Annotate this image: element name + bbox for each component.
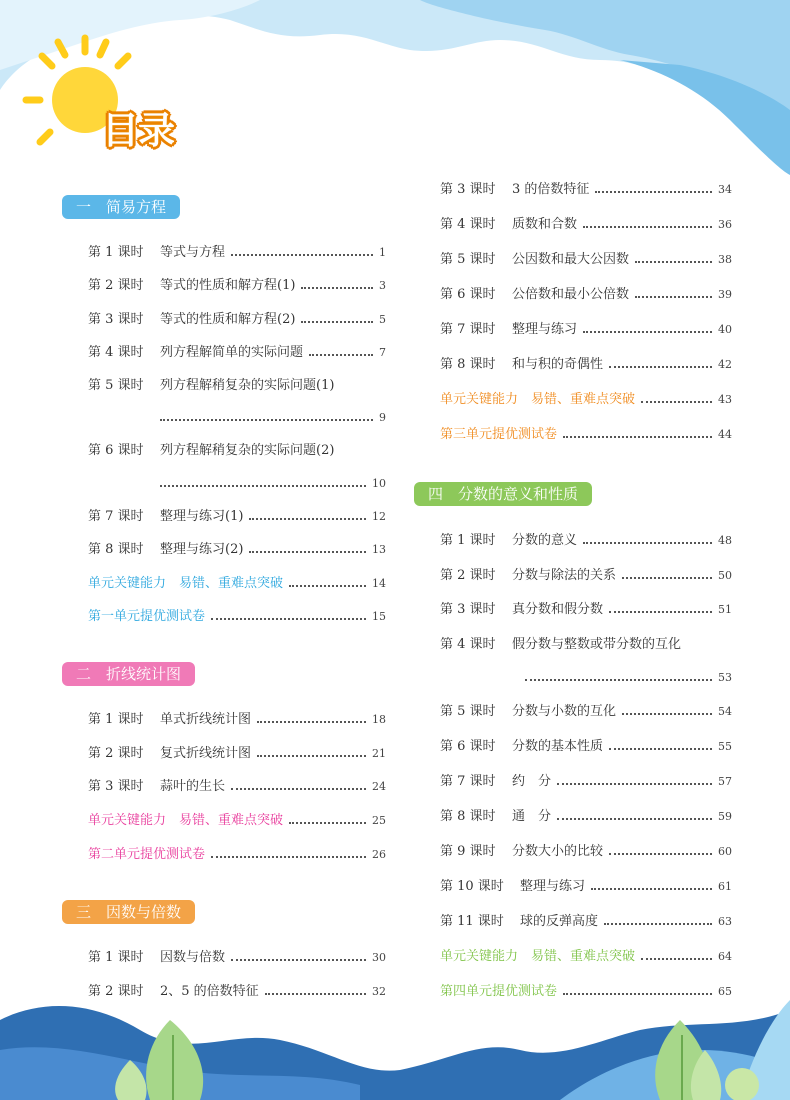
- lesson-title: 2、5 的倍数特征: [160, 984, 259, 999]
- lesson-label: 第 3 课时: [88, 312, 144, 327]
- lesson-title: 质数和合数: [512, 217, 578, 232]
- page-number: 59: [718, 810, 732, 823]
- leader-dots: [265, 993, 366, 995]
- toc-entry[interactable]: [440, 250, 732, 270]
- lesson-label: 第 1 课时: [88, 245, 144, 260]
- lesson-title: 约 分: [512, 774, 552, 789]
- leader-dots: [249, 518, 366, 520]
- toc-entry-review[interactable]: [440, 947, 732, 967]
- lesson-label: 第 7 课时: [440, 774, 496, 789]
- page-number: 10: [372, 477, 386, 490]
- lesson-label: 第 1 课时: [440, 533, 496, 548]
- lesson-label: 第 8 课时: [440, 357, 496, 372]
- toc-entry[interactable]: [88, 310, 386, 330]
- toc-entry-review[interactable]: [88, 811, 386, 831]
- leader-dots: [583, 542, 712, 544]
- lesson-title: 通 分: [512, 809, 552, 824]
- lesson-title: 分数的意义: [512, 533, 578, 548]
- leader-dots: [635, 296, 712, 298]
- leader-dots: [591, 888, 712, 890]
- page-title: 目录: [102, 109, 174, 152]
- toc-entry[interactable]: [88, 243, 386, 263]
- leader-dots: [301, 321, 373, 323]
- toc-entry[interactable]: [88, 276, 386, 296]
- leader-dots: [557, 818, 712, 820]
- lesson-label: 第 8 课时: [440, 809, 496, 824]
- leader-dots: [609, 853, 712, 855]
- lesson-title: 3 的倍数特征: [512, 182, 590, 197]
- leader-dots: [641, 401, 712, 403]
- lesson-title: 整理与练习: [512, 322, 578, 337]
- toc-entry[interactable]: [440, 772, 732, 792]
- lesson-title: 整理与练习: [520, 879, 586, 894]
- lesson-label: 第 2 课时: [88, 278, 144, 293]
- leader-dots: [231, 788, 366, 790]
- page-number: 26: [372, 848, 386, 861]
- leader-dots: [289, 585, 366, 587]
- leader-dots: [635, 261, 712, 263]
- lesson-label: 第 3 课时: [440, 602, 496, 617]
- leader-dots: [563, 436, 712, 438]
- toc-entry[interactable]: [88, 744, 386, 764]
- toc-entry-test[interactable]: [440, 425, 732, 445]
- unit-2-header[interactable]: [62, 662, 195, 686]
- lesson-label: 第 5 课时: [440, 252, 496, 267]
- lesson-label: 第 11 课时: [440, 914, 504, 929]
- page-number: 9: [379, 411, 386, 424]
- page-number: 50: [718, 569, 732, 582]
- review-title: 单元关键能力 易错、重难点突破: [440, 949, 636, 964]
- unit-number: 四: [428, 485, 444, 503]
- page-number: 25: [372, 814, 386, 827]
- page-number: 38: [718, 253, 732, 266]
- unit-4-header[interactable]: [414, 482, 592, 506]
- page-number: 40: [718, 323, 732, 336]
- page-number: 13: [372, 543, 386, 556]
- toc-entry-test[interactable]: [440, 982, 732, 1002]
- page-number: 55: [718, 740, 732, 753]
- page-number: 43: [718, 393, 732, 406]
- lesson-title: 等式与方程: [160, 245, 226, 260]
- lesson-label: 第 7 课时: [88, 509, 144, 524]
- page-number: 60: [718, 845, 732, 858]
- lesson-title: 公因数和最大公因数: [512, 252, 630, 267]
- toc-entry-continuation[interactable]: [160, 474, 386, 494]
- lesson-label: 第 6 课时: [440, 287, 496, 302]
- unit-name: 折线统计图: [106, 665, 182, 683]
- page-number: 64: [718, 950, 732, 963]
- lesson-label: 第 7 课时: [440, 322, 496, 337]
- page-number: 32: [372, 985, 386, 998]
- lesson-label: 第 2 课时: [88, 746, 144, 761]
- toc-entry[interactable]: [440, 531, 732, 551]
- toc-entry[interactable]: [88, 441, 386, 461]
- page-number: 54: [718, 705, 732, 718]
- lesson-label: 第 5 课时: [88, 378, 144, 393]
- lesson-label: 第 9 课时: [440, 844, 496, 859]
- lesson-title: 公倍数和最小公倍数: [512, 287, 630, 302]
- lesson-label: 第 4 课时: [440, 637, 496, 652]
- unit-number: 三: [76, 903, 92, 921]
- page-number: 7: [379, 346, 386, 359]
- lesson-label: 第 6 课时: [440, 739, 496, 754]
- page-number: 18: [372, 713, 386, 726]
- leader-dots: [211, 856, 366, 858]
- lesson-label: 第 1 课时: [88, 712, 144, 727]
- page-number: 42: [718, 358, 732, 371]
- unit-1-header[interactable]: [62, 195, 180, 219]
- leader-dots: [211, 618, 366, 620]
- test-title: 第一单元提优测试卷: [88, 609, 206, 624]
- lesson-label: 第 1 课时: [88, 950, 144, 965]
- toc-entry-test[interactable]: [88, 607, 386, 627]
- toc-entry-continuation[interactable]: [160, 408, 386, 428]
- toc-entry[interactable]: [440, 180, 732, 200]
- leader-dots: [622, 577, 712, 579]
- test-title: 第四单元提优测试卷: [440, 984, 558, 999]
- unit-name: 简易方程: [106, 198, 167, 216]
- toc-entry[interactable]: [440, 566, 732, 586]
- toc-entry[interactable]: [88, 948, 386, 968]
- leader-dots: [583, 226, 712, 228]
- lesson-label: 第 3 课时: [440, 182, 496, 197]
- leader-dots: [604, 923, 712, 925]
- leader-dots: [309, 354, 373, 356]
- toc-entry[interactable]: [440, 600, 732, 620]
- toc-entry[interactable]: [440, 320, 732, 340]
- leader-dots: [595, 191, 712, 193]
- lesson-label: 第 10 课时: [440, 879, 504, 894]
- lesson-title: 等式的性质和解方程(2): [160, 312, 296, 327]
- leader-dots: [231, 959, 366, 961]
- toc-entry[interactable]: [440, 285, 732, 305]
- lesson-title: 等式的性质和解方程(1): [160, 278, 296, 293]
- lesson-label: 第 3 课时: [88, 779, 144, 794]
- lesson-title: 列方程解稍复杂的实际问题(2): [160, 443, 335, 458]
- toc-entry[interactable]: [88, 343, 386, 363]
- lesson-title: 整理与练习(1): [160, 509, 244, 524]
- toc-entry[interactable]: [88, 982, 386, 1002]
- lesson-title: 分数与小数的互化: [512, 704, 617, 719]
- lesson-label: 第 2 课时: [88, 984, 144, 999]
- page-number: 1: [379, 246, 386, 259]
- page-number: 51: [718, 603, 732, 616]
- leader-dots: [257, 755, 366, 757]
- leader-dots: [160, 419, 373, 421]
- toc-entry[interactable]: [88, 710, 386, 730]
- toc-entry[interactable]: [440, 702, 732, 722]
- lesson-label: 第 2 课时: [440, 568, 496, 583]
- lesson-title: 真分数和假分数: [512, 602, 604, 617]
- unit-name: 因数与倍数: [106, 903, 182, 921]
- leader-dots: [289, 822, 366, 824]
- page-number: 57: [718, 775, 732, 788]
- leader-dots: [249, 551, 366, 553]
- lesson-label: 第 6 课时: [88, 443, 144, 458]
- lesson-title: 分数与除法的关系: [512, 568, 617, 583]
- page-number: 12: [372, 510, 386, 523]
- unit-number: 一: [76, 198, 92, 216]
- leader-dots: [301, 287, 373, 289]
- leader-dots: [563, 993, 712, 995]
- page-number: 24: [372, 780, 386, 793]
- leader-dots: [609, 611, 712, 613]
- lesson-title: 因数与倍数: [160, 950, 226, 965]
- page-number: 30: [372, 951, 386, 964]
- lesson-title: 列方程解简单的实际问题: [160, 345, 304, 360]
- page-number: 3: [379, 279, 386, 292]
- test-title: 第三单元提优测试卷: [440, 427, 558, 442]
- lesson-label: 第 5 课时: [440, 704, 496, 719]
- page-number: 5: [379, 313, 386, 326]
- logo: [20, 30, 190, 150]
- page-number: 34: [718, 183, 732, 196]
- toc-entry[interactable]: [440, 912, 732, 932]
- toc-entry[interactable]: [440, 737, 732, 757]
- toc-entry-test[interactable]: [88, 845, 386, 865]
- lesson-title: 单式折线统计图: [160, 712, 252, 727]
- page-number: 61: [718, 880, 732, 893]
- page-number: 44: [718, 428, 732, 441]
- toc-entry[interactable]: [440, 807, 732, 827]
- page-number: 21: [372, 747, 386, 760]
- toc-entry[interactable]: [440, 355, 732, 375]
- page-number: 36: [718, 218, 732, 231]
- toc-entry[interactable]: [440, 635, 732, 655]
- page-number: 63: [718, 915, 732, 928]
- leader-dots: [231, 254, 373, 256]
- lesson-title: 蒜叶的生长: [160, 779, 226, 794]
- unit-name: 分数的意义和性质: [458, 485, 579, 503]
- review-title: 单元关键能力 易错、重难点突破: [88, 813, 284, 828]
- lesson-title: 球的反弹高度: [520, 914, 599, 929]
- lesson-title: 整理与练习(2): [160, 542, 244, 557]
- lesson-label: 第 4 课时: [88, 345, 144, 360]
- toc-entry-review[interactable]: [88, 574, 386, 594]
- review-title: 单元关键能力 易错、重难点突破: [88, 576, 284, 591]
- test-title: 第二单元提优测试卷: [88, 847, 206, 862]
- unit-number: 二: [76, 665, 92, 683]
- lesson-title: 分数的基本性质: [512, 739, 604, 754]
- page-number: 15: [372, 610, 386, 623]
- toc-entry[interactable]: [88, 507, 386, 527]
- toc-entry[interactable]: [88, 777, 386, 797]
- leader-dots: [609, 748, 712, 750]
- lesson-label: 第 4 课时: [440, 217, 496, 232]
- lesson-title: 列方程解稍复杂的实际问题(1): [160, 378, 335, 393]
- unit-3-header[interactable]: [62, 900, 195, 924]
- lesson-title: 复式折线统计图: [160, 746, 252, 761]
- lesson-label: 第 8 课时: [88, 542, 144, 557]
- review-title: 单元关键能力 易错、重难点突破: [440, 392, 636, 407]
- leader-dots: [257, 721, 366, 723]
- leader-dots: [557, 783, 712, 785]
- page-number: 65: [718, 985, 732, 998]
- toc-entry[interactable]: [440, 215, 732, 235]
- lesson-title: 假分数与整数或带分数的互化: [512, 637, 682, 652]
- toc-entry[interactable]: [440, 842, 732, 862]
- toc-entry[interactable]: [88, 540, 386, 560]
- toc-entry[interactable]: [440, 877, 732, 897]
- page-number: 53: [718, 671, 732, 684]
- leader-dots: [641, 958, 712, 960]
- toc-entry-continuation[interactable]: [525, 668, 732, 688]
- lesson-title: 分数大小的比较: [512, 844, 604, 859]
- page-number: 39: [718, 288, 732, 301]
- page-number: 14: [372, 577, 386, 590]
- toc-entry-review[interactable]: [440, 390, 732, 410]
- page-number: 48: [718, 534, 732, 547]
- leader-dots: [609, 366, 712, 368]
- leader-dots: [160, 485, 366, 487]
- leader-dots: [525, 679, 712, 681]
- lesson-title: 和与积的奇偶性: [512, 357, 604, 372]
- leader-dots: [622, 713, 712, 715]
- toc-entry[interactable]: [88, 376, 386, 396]
- leader-dots: [583, 331, 712, 333]
